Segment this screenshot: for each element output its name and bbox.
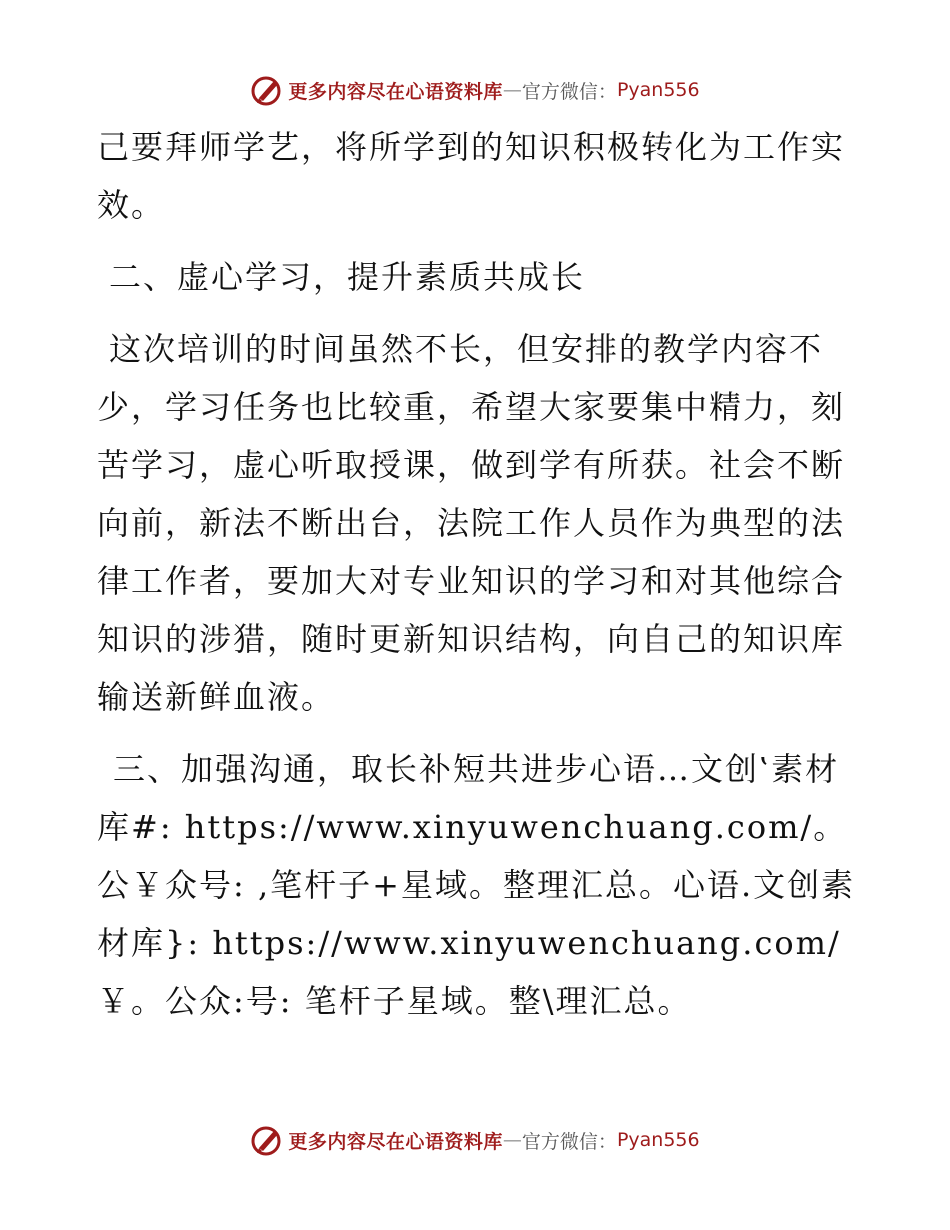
document-body (97, 118, 857, 1030)
banner-dash: — (502, 79, 522, 101)
pen-logo-icon (250, 1123, 284, 1157)
banner-account-id: Pyan556 (616, 1129, 700, 1151)
banner-main-text: 更多内容尽在心语资料库 (288, 80, 503, 103)
banner-main-text: 更多内容尽在心语资料库 (288, 1130, 503, 1153)
header-banner (0, 70, 950, 110)
section-heading-2: 二、虚心学习，提升素质共成长 (109, 258, 586, 296)
banner-account-id: Pyan556 (616, 79, 700, 101)
paragraph-training: 这次培训的时间虽然不长，但安排的教学内容不少，学习任务也比较重，希望大家要集中精力，刻苦学习，虚心听取授课，做到学有所获。社会不断向前，新法不断出台，法院工作人员作为典型的法律工作者，要加大对专业知识的学习和对其他综合知识的涉猎，随时更新知识结构，向自己的知识库输送新鲜血液。 (97, 330, 846, 716)
paragraph-continuation: 己要拜师学艺，将所学到的知识积极转化为工作实效。 (97, 128, 846, 224)
banner-sub-text: 官方微信： (521, 1130, 617, 1153)
banner-sub-text: 官方微信： (521, 80, 617, 103)
pen-logo-icon (250, 73, 284, 107)
banner-dash: — (502, 1129, 522, 1151)
footer-banner (0, 1120, 950, 1160)
section-heading-3: 三、加强沟通，取长补短共进步心语…文创‛素材库#: https://www.xinyuwenchuang.com/。公￥众号: ,笔杆子+星域。整理汇总。心语.文创素材库}: https://www.xinyuwenchuang.com/￥。公众:号: 笔杆子星域。整\理汇总。 (97, 750, 856, 1020)
